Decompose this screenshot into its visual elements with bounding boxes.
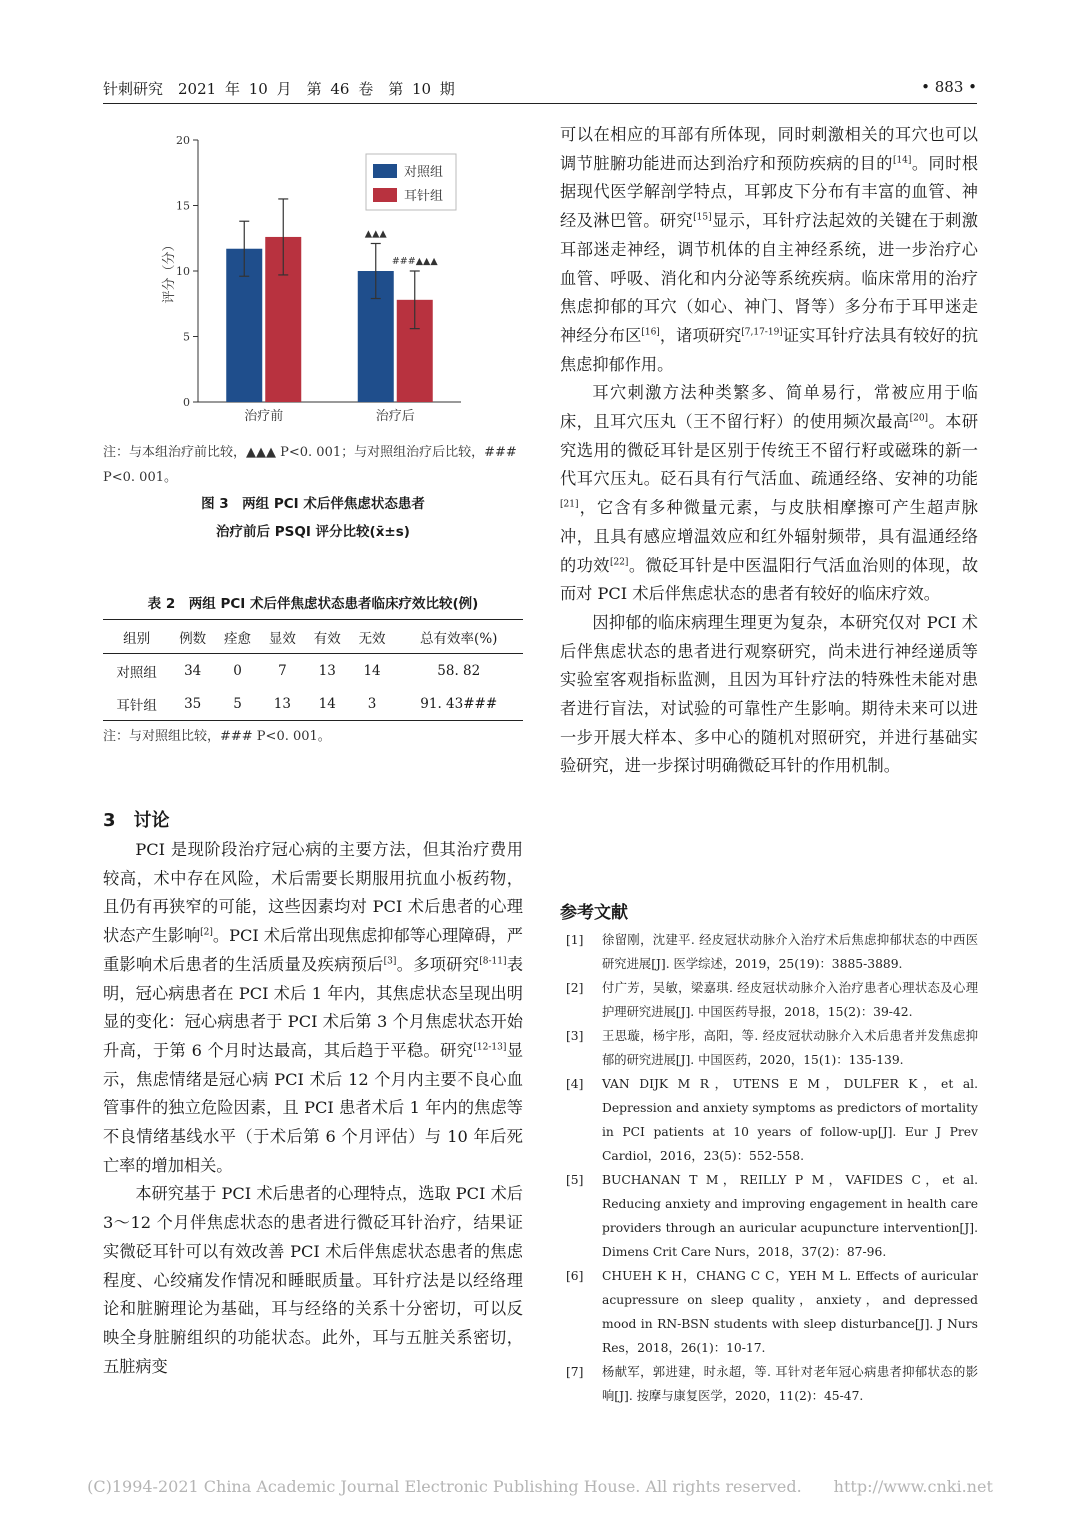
section-heading <box>103 806 170 832</box>
section-number: 3 <box>103 810 116 831</box>
citation: [14] <box>892 155 912 166</box>
citation: [12-13] <box>473 1042 507 1053</box>
legend-swatch <box>373 164 397 178</box>
table-cell: 14 <box>363 662 381 679</box>
table-cell: 35 <box>184 695 202 712</box>
header-rule <box>103 103 977 104</box>
reference-text: VAN DIJK M R，UTENS E M，DULFER K，et al. Depression and anxiety symptoms as predictors of mortality in PCI patients at 10 years of follow-up[J]. Eur J Prev Cardiol，2016，23(5)：552-558. <box>602 1077 978 1163</box>
figure-note: 注：与本组治疗前比较，▲▲▲ P<0. 001；与对照组治疗后比较，### P<0. 001。 <box>103 445 517 485</box>
copyright-footer: (C)1994-2021 China Academic Journal Electronic Publishing House. All rights reserved. http://www.cnki.net <box>87 1477 993 1496</box>
legend-label: 耳针组 <box>404 189 444 204</box>
reference-item <box>560 976 978 1024</box>
table-cell: 13 <box>273 695 291 712</box>
citation: [16] <box>641 327 660 338</box>
page-header <box>103 76 977 102</box>
table-header-cell: 显效 <box>268 630 296 647</box>
references-title: 参考文献 <box>560 903 628 923</box>
paragraph: 因抑郁的临床病理生理更为复杂，本研究仅对 PCI 术后伴焦虑状态的患者进行观察研究，尚未进行神经递质等实验室客观指标监测，且因为耳针疗法的特殊性未能对患者进行盲法，对试验的可靠性产生影响。期待未来可以进一步开展大样本、多中心的随机对照研究，并进行基础实验研究，进一步探讨明确微砭耳针的作用机制。 <box>560 612 978 776</box>
reference-text: BUCHANAN T M，REILLY P M，VAFIDES C，et al. Reducing anxiety and improving engagement in health care providers through an auricular acupuncture intervention[J]. Dimens Crit Care Nurs，2018，37(2)：87-96. <box>602 1173 978 1259</box>
table-header-cell: 组别 <box>123 630 151 647</box>
y-axis-label: 评分（分） <box>162 238 177 304</box>
reference-text: 付广芳，吴敏，梁嘉琪. 经皮冠状动脉介入治疗患者心理状态及心理护理研究进展[J]. 中国医药导报，2018，15(2)：39-42. <box>602 981 978 1019</box>
citation: [7,17-19] <box>741 327 783 338</box>
reference-item <box>560 1360 978 1408</box>
left-column-body <box>103 836 523 1381</box>
citation: [20] <box>909 413 929 424</box>
reference-number: [1] <box>566 933 584 947</box>
reference-number: [3] <box>566 1029 584 1043</box>
table-cell: 14 <box>318 695 336 712</box>
figure-caption-line1: 图 3 两组 PCI 术后伴焦虑状态患者 <box>201 496 425 512</box>
right-column-body <box>560 121 978 781</box>
reference-item <box>560 1264 978 1360</box>
table-cell: 0 <box>233 662 242 679</box>
table-title: 表 2 两组 PCI 术后伴焦虑状态患者临床疗效比较(例) <box>147 596 479 612</box>
x-tick-label: 治疗后 <box>375 409 415 424</box>
reference-number: [2] <box>566 981 584 995</box>
paragraph: 本研究基于 PCI 术后患者的心理特点，选取 PCI 术后 3～12 个月伴焦虑状态的患者进行微砭耳针治疗，结果证实微砭耳针可以有效改善 PCI 术后伴焦虑状态患者的焦虑程度、心绞痛发作情况和睡眠质量。耳针疗法是以经络理论和脏腑理论为基础，耳与经络的关系十分密切，可以反映全身脏腑组织的功能状态。此外，耳与五脏关系密切，五脏病变 <box>103 1184 523 1376</box>
reference-item <box>560 1024 978 1072</box>
paragraph: PCI 是现阶段治疗冠心病的主要方法，但其治疗费用较高，术中存在风险，术后需要长期服用抗血小板药物，且仍有再狭窄的可能，这些因素均对 PCI 术后患者的心理状态产生影响[2]。PCI 术后常出现焦虑抑郁等心理障碍，严重影响术后患者的生活质量及疾病预后[3]。多项研究[8-11]表明，冠心病患者在 PCI 术后 1 年内，其焦虑状态呈现出明显的变化：冠心病患者于 PCI 术后第 3 个月焦虑状态开始升高，于第 6 个月时达最高，其后趋于平稳。研究[12-13]显示，焦虑情绪是冠心病 PCI 术后 12 个月内主要不良心血管事件的独立危险因素，且 PCI 患者术后 1 年内的焦虑等不良情绪基线水平（于术后第 6 个月评估）与 10 年后死亡率的增加相关。 <box>103 840 524 1175</box>
figure-3 <box>103 128 523 438</box>
y-tick-label: 15 <box>176 199 190 213</box>
paragraph: 耳穴刺激方法种类繁多、简单易行，常被应用于临床，且耳穴压丸（王不留行籽）的使用频次最高[20]。本研究选用的微砭耳针是区别于传统王不留行籽或磁珠的新一代耳穴压丸。砭石具有行气活血、疏通经络、安神的功能[21]，它含有多种微量元素，与皮肤相摩擦可产生超声脉冲，且具有感应增温效应和红外辐射频带，具有温通经络的功效[22]。微砭耳针是中医温阳行气活血治则的体现，故而对 PCI 术后伴焦虑状态的患者有较好的临床疗效。 <box>560 383 979 604</box>
y-tick-label: 5 <box>183 330 190 344</box>
reference-number: [4] <box>566 1077 584 1091</box>
table-row <box>103 654 523 688</box>
table-cell: 3 <box>367 695 377 712</box>
legend-label: 对照组 <box>404 165 444 180</box>
table-header-cell: 无效 <box>358 630 386 647</box>
table-cell: 34 <box>184 662 202 679</box>
table-cell: 58. 82 <box>437 662 481 679</box>
citation: [15] <box>693 212 712 223</box>
citation: [3] <box>383 956 397 967</box>
figure-caption <box>103 490 523 546</box>
paragraph: 可以在相应的耳部有所体现，同时刺激相关的耳穴也可以调节脏腑功能进而达到治疗和预防疾病的目的[14]。同时根据现代医学解剖学特点，耳郭皮下分布有丰富的血管、神经及淋巴管。研究[15]显示，耳针疗法起效的关键在于刺激耳部迷走神经，调节机体的自主神经系统，进一步治疗心血管、呼吸、消化和内分泌等系统疾病。临床常用的治疗焦虑抑郁的耳穴（如心、神门、肾等）多分布于耳甲迷走神经分布区[16]，诸项研究[7,17-19]证实耳针疗法具有较好的抗焦虑抑郁作用。 <box>560 125 979 374</box>
citation: [22] <box>609 557 629 568</box>
significance-marker: ▲▲▲ <box>364 228 387 240</box>
table-cell: 13 <box>318 662 336 679</box>
reference-item <box>560 1168 978 1264</box>
y-tick-label: 20 <box>176 134 190 147</box>
table-header-cell: 痊愈 <box>224 630 252 647</box>
reference-text: 王思璇，杨宇彤，高阳，等. 经皮冠状动脉介入术后患者并发焦虑抑郁的研究进展[J]. 中国医药，2020，15(1)：135-139. <box>602 1029 978 1067</box>
psqi-bar-chart <box>103 128 523 438</box>
reference-text: 杨献军，郭进建，时永超，等. 耳针对老年冠心病患者抑郁状态的影响[J]. 按摩与康复医学，2020，11(2)：45-47. <box>602 1365 978 1403</box>
table-row <box>103 687 523 721</box>
reference-number: [7] <box>566 1365 584 1379</box>
table-cell: 对照组 <box>116 664 157 681</box>
section-title: 讨论 <box>133 810 170 831</box>
citation: [2] <box>200 927 213 938</box>
citation: [8-11] <box>479 956 507 967</box>
reference-number: [5] <box>566 1173 584 1187</box>
journal-info: 针刺研究 2021 年 10 月 第 46 卷 第 10 期 <box>103 80 455 98</box>
table-cell: 7 <box>278 662 287 679</box>
figure-caption-line2: 治疗前后 PSQI 评分比较(x̄±s) <box>216 524 410 540</box>
citation: [21] <box>560 499 579 510</box>
page-number: • 883 • <box>921 78 977 96</box>
table-cell: 91. 43### <box>420 695 498 712</box>
significance-marker: ###▲▲▲ <box>391 256 438 267</box>
reference-text: CHUEH K H，CHANG C C，YEH M L. Effects of auricular acupressure on sleep quality，anxiety，and depressed mood in RN-BSN students with sleep disturbance[J]. J Nurs Res，2018，26(1)：10-17. <box>602 1269 978 1355</box>
table-header-cell: 有效 <box>313 630 341 647</box>
y-tick-label: 0 <box>183 396 190 409</box>
y-tick-label: 10 <box>176 265 190 278</box>
reference-item <box>560 928 978 976</box>
legend-swatch <box>373 188 397 202</box>
reference-number: [6] <box>566 1269 584 1283</box>
reference-text: 徐留刚，沈建平. 经皮冠状动脉介入治疗术后焦虑抑郁状态的中西医研究进展[J]. 医学综述，2019，25(19)：3885-3889. <box>602 933 978 971</box>
table-cell: 5 <box>233 695 242 712</box>
table-cell: 耳针组 <box>116 697 157 714</box>
table-header-row <box>103 620 523 654</box>
table-note: 注：与对照组比较，### P<0. 001。 <box>103 729 331 744</box>
reference-item <box>560 1072 978 1168</box>
x-tick-label: 治疗前 <box>244 409 284 424</box>
table-header-cell: 例数 <box>179 630 207 647</box>
reference-list <box>560 928 978 1408</box>
table-header-cell: 总有效率(%) <box>420 630 498 647</box>
efficacy-table <box>103 619 523 721</box>
